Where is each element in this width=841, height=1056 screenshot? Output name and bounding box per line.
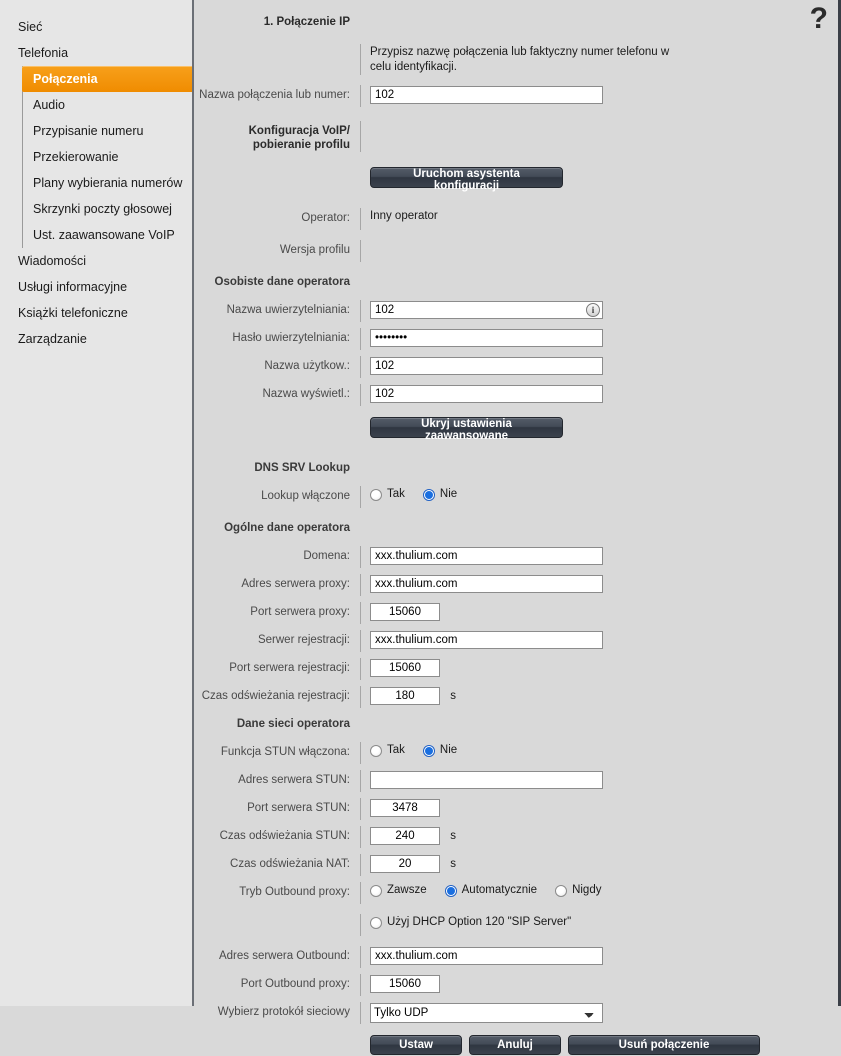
radio-circle-icon <box>370 489 382 501</box>
outbound-radio-dhcp-option-120[interactable]: Użyj DHCP Option 120 "SIP Server" <box>370 915 571 930</box>
registrar-label: Serwer rejestracji: <box>257 634 350 646</box>
nat-refresh-input[interactable] <box>370 855 440 873</box>
radio-circle-selected-icon <box>423 489 435 501</box>
sidebar-item-przekierowanie[interactable]: Przekierowanie <box>33 150 119 164</box>
outbound-address-label: Adres serwera Outbound: <box>218 950 350 962</box>
outbound-port-row <box>194 974 838 996</box>
sidebar-item-wiadomosci[interactable]: Wiadomości <box>18 254 87 268</box>
connection-name-label: Nazwa połączenia lub numer: <box>199 89 350 101</box>
sidebar-item-ust-zaawansowane-voip[interactable]: Ust. zaawansowane VoIP <box>33 228 175 242</box>
outbound-mode-row <box>194 882 838 904</box>
auth-name-row <box>194 300 838 322</box>
stun-refresh-input[interactable] <box>370 827 440 845</box>
outbound-port-label: Port Outbound proxy: <box>240 978 350 990</box>
stun-radio-tak[interactable]: Tak <box>370 743 405 758</box>
main-content <box>194 0 841 1051</box>
action-buttons-label-spacer <box>194 1034 360 1051</box>
profile-version-row <box>194 240 838 262</box>
connection-name-input[interactable] <box>370 86 603 104</box>
sidebar <box>0 0 194 1006</box>
nat-refresh-label: Czas odświeżania NAT: <box>230 858 350 870</box>
radio-circle-icon <box>370 745 382 757</box>
proxy-port-input[interactable] <box>370 603 440 621</box>
stun-enabled-row <box>194 742 838 764</box>
outbound-mode-radio-group <box>370 883 838 898</box>
registrar-input[interactable] <box>370 631 603 649</box>
registration-refresh-unit: s <box>450 690 456 702</box>
dns-srv-heading-row <box>194 458 838 480</box>
display-name-label: Nazwa wyświetl.: <box>262 388 350 400</box>
dhcp-option-label-spacer <box>194 914 360 931</box>
registration-refresh-row <box>194 686 838 708</box>
user-name-label: Nazwa użytkow.: <box>264 360 350 372</box>
sidebar-subnav-telefonia <box>22 66 192 248</box>
proxy-port-row <box>194 602 838 624</box>
title-spacer <box>361 12 838 28</box>
protocol-row <box>194 1002 838 1024</box>
stun-refresh-label: Czas odświeżania STUN: <box>219 830 350 842</box>
proxy-address-label: Adres serwera proxy: <box>241 578 350 590</box>
proxy-port-label: Port serwera proxy: <box>250 606 350 618</box>
radio-circle-selected-icon <box>423 745 435 757</box>
stun-radio-nie[interactable]: Nie <box>423 743 457 758</box>
hide-advanced-row <box>194 416 838 444</box>
set-button[interactable]: Ustaw <box>370 1035 462 1055</box>
registrar-port-row <box>194 658 838 680</box>
display-name-row <box>194 384 838 406</box>
connection-name-row <box>194 85 838 107</box>
outbound-port-input[interactable] <box>370 975 440 993</box>
sidebar-item-audio[interactable]: Audio <box>33 98 65 112</box>
hide-advanced-settings-button[interactable]: Ukryj ustawienia zaawansowane <box>370 417 563 438</box>
action-buttons <box>361 1035 838 1055</box>
hide-advanced-label-spacer <box>194 416 360 433</box>
domain-input[interactable] <box>370 547 603 565</box>
registrar-port-input[interactable] <box>370 659 440 677</box>
sidebar-item-skrzynki-poczty[interactable]: Skrzynki poczty głosowej <box>33 202 172 216</box>
network-data-heading: Dane sieci operatora <box>236 718 350 730</box>
registrar-port-label: Port serwera rejestracji: <box>229 662 350 674</box>
dhcp-option-row <box>194 914 838 936</box>
stun-refresh-row <box>194 826 838 848</box>
sidebar-item-plany-wybierania[interactable]: Plany wybierania numerów <box>33 176 183 190</box>
auth-password-input[interactable] <box>370 329 603 347</box>
form-description: Przypisz nazwę połączenia lub faktyczny numer telefonu w celu identyfikacji. <box>370 46 670 73</box>
connection-settings-form <box>194 0 838 1056</box>
sidebar-item-siec[interactable]: Sieć <box>18 20 43 34</box>
radio-circle-icon <box>370 917 382 929</box>
proxy-address-input[interactable] <box>370 575 603 593</box>
profile-version-label: Wersja profilu <box>279 244 350 256</box>
radio-circle-selected-icon <box>445 885 457 897</box>
registration-refresh-label: Czas odświeżania rejestracji: <box>201 690 350 702</box>
lookup-enabled-row <box>194 486 838 508</box>
sidebar-item-zarzadzanie[interactable]: Zarządzanie <box>18 332 87 346</box>
cancel-button[interactable]: Anuluj <box>469 1035 561 1055</box>
info-circle-icon[interactable]: i <box>586 303 600 317</box>
start-config-assistant-button[interactable]: Uruchom asystenta konfiguracji <box>370 167 563 188</box>
nat-refresh-unit: s <box>450 858 456 870</box>
network-data-heading-row <box>194 714 838 736</box>
operator-value: Inny operator <box>370 210 438 222</box>
outbound-radio-automatycznie[interactable]: Automatycznie <box>445 883 537 898</box>
sidebar-item-telefonia[interactable]: Telefonia <box>18 46 69 60</box>
stun-radio-group <box>370 743 838 758</box>
outbound-radio-nigdy[interactable]: Nigdy <box>555 883 601 898</box>
lookup-radio-group <box>370 487 838 502</box>
stun-address-input[interactable] <box>370 771 603 789</box>
config-assistant-row <box>194 166 838 194</box>
general-data-heading: Ogólne dane operatora <box>224 522 350 534</box>
network-protocol-select[interactable] <box>370 1003 603 1023</box>
domain-label: Domena: <box>303 550 350 562</box>
auth-name-label: Nazwa uwierzytelniania: <box>226 304 350 316</box>
auth-password-row <box>194 328 838 350</box>
operator-label: Operator: <box>301 212 350 224</box>
sidebar-item-ksiazki-telefoniczne[interactable]: Książki telefoniczne <box>18 306 128 320</box>
page-title-row <box>194 12 838 34</box>
registrar-row <box>194 630 838 652</box>
config-assistant-label-spacer <box>194 166 360 183</box>
sidebar-item-polaczenia[interactable]: Połączenia <box>22 66 192 92</box>
outbound-radio-zawsze[interactable]: Zawsze <box>370 883 427 898</box>
nat-refresh-row <box>194 854 838 876</box>
registration-refresh-input[interactable] <box>370 687 440 705</box>
stun-port-row <box>194 798 838 820</box>
action-buttons-row <box>194 1034 838 1056</box>
auth-name-field-wrap <box>370 301 603 319</box>
stun-refresh-unit: s <box>450 830 456 842</box>
radio-circle-icon <box>370 885 382 897</box>
display-name-input[interactable] <box>370 385 603 403</box>
stun-enabled-label: Funkcja STUN włączona: <box>220 746 350 758</box>
sidebar-item-uslugi-informacyjne[interactable]: Usługi informacyjne <box>18 280 128 294</box>
user-name-row <box>194 356 838 378</box>
personal-data-heading-row <box>194 272 838 294</box>
voip-config-row <box>194 121 838 152</box>
page-title: 1. Połączenie IP <box>263 16 350 28</box>
lookup-radio-tak[interactable]: Tak <box>370 487 405 502</box>
stun-port-input[interactable] <box>370 799 440 817</box>
lookup-radio-nie[interactable]: Nie <box>423 487 457 502</box>
lookup-enabled-label: Lookup włączone <box>261 490 350 502</box>
stun-address-label: Adres serwera STUN: <box>238 774 350 786</box>
operator-row <box>194 208 838 230</box>
protocol-label: Wybierz protokół sieciowy <box>217 1006 350 1018</box>
dns-srv-heading: DNS SRV Lookup <box>254 462 350 474</box>
voip-config-label: Konfiguracja VoIP/ pobieranie profilu <box>248 125 350 151</box>
profile-version-value <box>361 240 838 241</box>
outbound-address-input[interactable] <box>370 947 603 965</box>
outbound-address-row <box>194 946 838 968</box>
description-row <box>194 44 838 75</box>
domain-row <box>194 546 838 568</box>
delete-connection-button[interactable]: Usuń połączenie <box>568 1035 760 1055</box>
stun-port-label: Port serwera STUN: <box>247 802 350 814</box>
radio-circle-icon <box>555 885 567 897</box>
general-data-heading-row <box>194 518 838 540</box>
stun-address-row <box>194 770 838 792</box>
auth-password-label: Hasło uwierzytelniania: <box>232 332 350 344</box>
sidebar-item-przypisanie-numeru[interactable]: Przypisanie numeru <box>33 124 144 138</box>
user-name-input[interactable] <box>370 357 603 375</box>
column-divider <box>360 240 361 262</box>
description-label-spacer <box>194 44 360 61</box>
outbound-mode-label: Tryb Outbound proxy: <box>239 886 350 898</box>
auth-name-input[interactable] <box>370 301 603 319</box>
proxy-address-row <box>194 574 838 596</box>
help-question-icon[interactable]: ? <box>809 2 828 35</box>
personal-data-heading: Osobiste dane operatora <box>214 276 350 288</box>
